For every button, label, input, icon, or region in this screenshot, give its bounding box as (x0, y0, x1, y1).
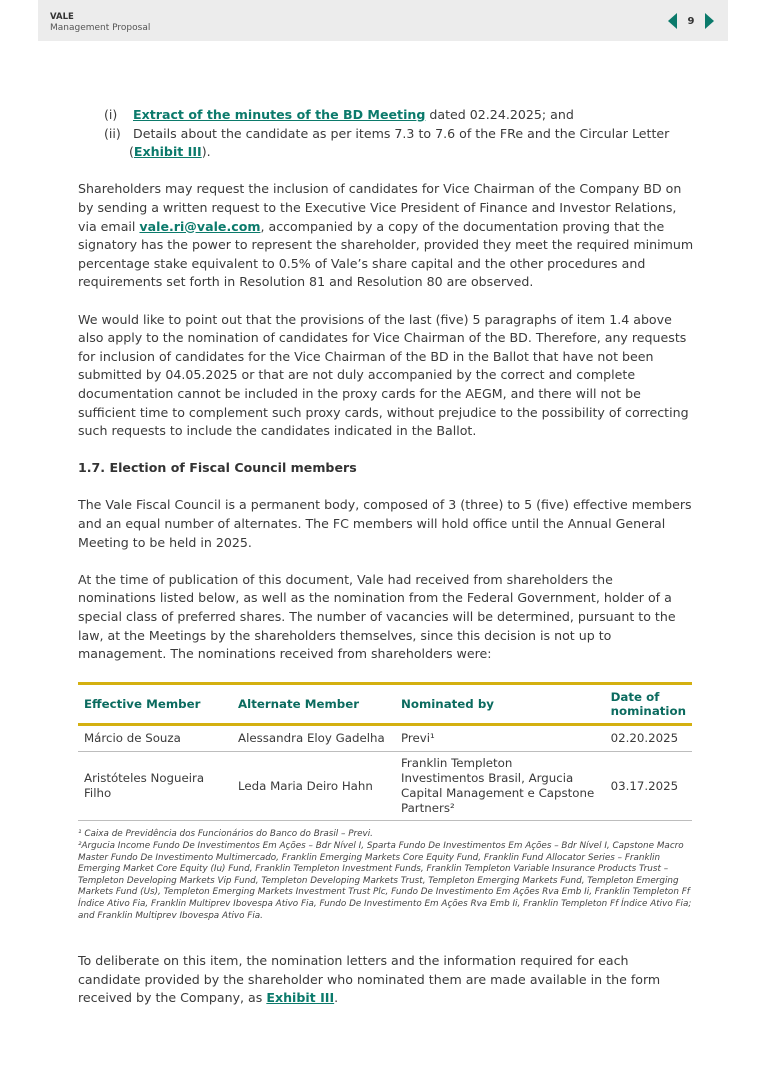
footnotes (78, 829, 694, 922)
pager (668, 13, 714, 29)
document-subtitle: Management Proposal (50, 23, 151, 33)
table-cell: Leda Maria Deiro Hahn (232, 752, 395, 821)
column-header: Date of nomination (605, 684, 692, 725)
table-row (78, 725, 692, 752)
list-item-text: Extract of the minutes of the BD Meeting dated 02.24.2025; and (133, 107, 574, 122)
previous-page-icon[interactable] (668, 13, 677, 29)
table-cell: Aristóteles Nogueira Filho (78, 752, 232, 821)
table-cell: Franklin Templeton Investimentos Brasil, Argucia Capital Management e Capstone Partners² (395, 752, 605, 821)
nominations-table (78, 682, 692, 821)
list-marker: (ii) (104, 125, 121, 141)
brand-name: VALE (50, 12, 74, 22)
page-number: 9 (687, 15, 695, 27)
minutes-link[interactable]: Extract of the minutes of the BD Meeting (133, 107, 426, 122)
table-cell: Alessandra Eloy Gadelha (232, 725, 395, 752)
list-item-text: Details about the candidate as per items 7.3 to 7.6 of the FRe and the Circular Letter (133, 125, 670, 141)
exhibit-iii-link[interactable]: Exhibit III (266, 990, 335, 1006)
footnote-2: ²Argucia Income Fundo De Investimentos Em Ações – Bdr Nível I, Sparta Fundo De Investimentos Em Ações – Bdr Nível I, Capstone Macro Master Fundo De Investimento Multimercado, Franklin Emerging Markets Core Equity Fund, Franklin Fund Allocator Series – Franklin Emerging Market Core Equity (Iu) Fund, Franklin Templeton Investment Funds, Franklin Templeton Variable Insurance Products Trust – Templeton Developing Markets Vip Fund, Templeton Developing Markets Trust, Templeton Emerging Markets Fund, Templeton Emerging Markets Fund (Us), Templeton Emerging Markets Investment Trust Plc, Fundo De Investimento Em Ações Rva Emb Ii, Franklin Templeton Ff Índice Ativo Fia, Franklin Multiprev Ibovespa Ativo Fia, Fundo De Investimento Em Ações Rva Emb Ii, Franklin Templeton Ff Índice Ativo Fia; and Franklin Multiprev Ibovespa Ativo Fia. (78, 841, 692, 921)
page-header (38, 0, 728, 41)
table-row (78, 752, 692, 821)
section-title: 1.7. Election of Fiscal Council members (78, 460, 357, 476)
table-cell: Márcio de Souza (78, 725, 232, 752)
email-link[interactable]: vale.ri@vale.com (139, 218, 261, 234)
column-header: Nominated by (395, 684, 605, 725)
column-header: Alternate Member (232, 684, 395, 725)
list-item-2-continuation: (Exhibit III). (129, 144, 211, 160)
table-cell: 02.20.2025 (605, 725, 692, 752)
paragraph-shareholder-request: Shareholders may request the inclusion of candidates for Vice Chairman of the Company BD on by sending a written request to the Executive Vice President of Finance and Investor Relations, via email vale.ri@vale.com, accompanied by a copy of the documentation proving that the signatory has the power to represent the shareholder, provided they meet the required minimum percentage stake equivalent to 0.5% of Vale’s share capital and the other procedures and requirements set forth in Resolution 81 and Resolution 80 are observed. (78, 181, 694, 290)
list-marker: (i) (104, 107, 118, 122)
column-header: Effective Member (78, 684, 232, 725)
paragraph-provisions: We would like to point out that the provisions of the last (five) 5 paragraphs of item 1.4 above also apply to the nomination of candidates for Vice Chairman of the BD. Therefore, any requests for inclusion of candidates for the Vice Chairman of the BD in the Ballot that have not been submitted by 04.05.2025 or that are not duly accompanied by the correct and complete documentation cannot be included in the proxy cards for the AEGM, and there will not be sufficient time to complement such proxy cards, without prejudice to the possibility of correcting such requests to include the candidates indicated in the Ballot. (78, 311, 689, 439)
paragraph-deliberate: To deliberate on this item, the nomination letters and the information required for each candidate provided by the shareholder who nominated them are made available in the form received by the Company, as Exhibit III. (78, 953, 661, 1006)
paragraph-fiscal-council: The Vale Fiscal Council is a permanent body, composed of 3 (three) to 5 (five) effective members and an equal number of alternates. The FC members will hold office until the Annual General Meeting to be held in 2025. (78, 497, 692, 550)
table-cell: 03.17.2025 (605, 752, 692, 821)
table-cell: Previ¹ (395, 725, 605, 752)
paragraph-nominations: At the time of publication of this document, Vale had received from shareholders the nominations listed below, as well as the nomination from the Federal Government, holder of a special class of preferred shares. The number of vacancies will be determined, pursuant to the law, at the Meetings by the shareholders themselves, since this decision is not up to management. The nominations received from shareholders were: (78, 571, 676, 662)
footnote-1: ¹ Caixa de Previdência dos Funcionários do Banco do Brasil – Previ. (78, 829, 373, 840)
list-item-1 (78, 106, 694, 125)
exhibit-iii-link[interactable]: Exhibit III (133, 144, 202, 160)
next-page-icon[interactable] (705, 13, 714, 29)
list-item-2 (78, 125, 694, 144)
document-body (78, 106, 694, 1008)
